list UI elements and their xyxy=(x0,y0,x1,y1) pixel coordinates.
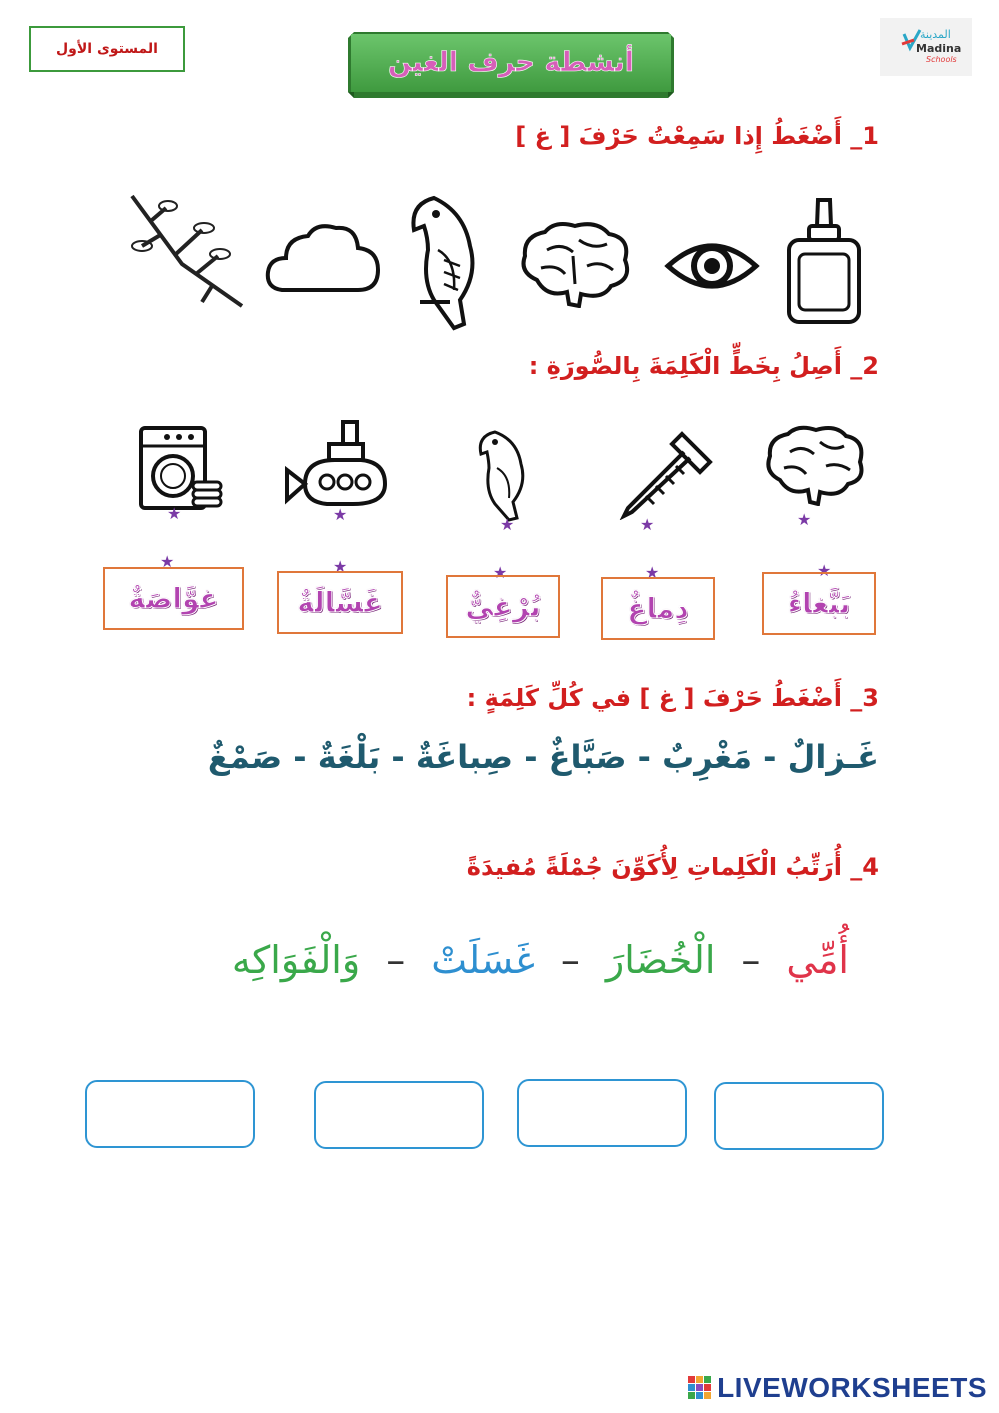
sentence-word[interactable]: الْخُضَارَ xyxy=(605,938,716,982)
word-separator: – xyxy=(386,938,406,982)
picture-dot[interactable]: ★ xyxy=(167,504,182,523)
parrot-picture-q2 xyxy=(473,426,537,524)
question4-label: 4_ أُرَتِّبُ الْكَلِماتِ لِأُكَوِّنَ جُمْلَةً مُفيدَةً xyxy=(466,853,879,881)
level-label: المستوى الأول xyxy=(29,26,185,72)
picture-dot[interactable]: ★ xyxy=(333,505,348,524)
eye-picture[interactable] xyxy=(664,236,760,296)
branch-picture[interactable] xyxy=(122,190,246,316)
word-box-burghi: بُرْغِيٌّ xyxy=(446,575,560,638)
word-box-dimagh: دِماغٌ xyxy=(601,577,715,640)
sentence-word[interactable]: غَسَلَتْ xyxy=(431,938,535,982)
submarine-picture xyxy=(283,418,387,508)
logo-arabic: المدينة xyxy=(920,28,951,41)
word-dot[interactable]: ★ xyxy=(645,563,660,582)
parrot-picture[interactable] xyxy=(404,190,494,334)
school-logo xyxy=(880,18,972,76)
word-box-ghawwasa: غوَّاصَةٌ xyxy=(103,567,244,630)
question3-words[interactable]: غَـزالٌ - مَغْرِبٌ - صَبَّاغٌ - صِباغَةٌ - بَلْغَةٌ - صَمْغٌ xyxy=(207,738,879,776)
liveworksheets-brand xyxy=(687,1372,987,1404)
screw-picture xyxy=(618,428,716,520)
sentence-word[interactable]: وَالْفَوَاكِه xyxy=(231,938,361,982)
washing-machine-picture xyxy=(137,424,225,512)
word-dot[interactable]: ★ xyxy=(160,552,175,571)
picture-dot[interactable]: ★ xyxy=(640,515,655,534)
picture-dot[interactable]: ★ xyxy=(797,510,812,529)
word-dot[interactable]: ★ xyxy=(333,557,348,576)
word-box-babbagha: بَبَّغاءُ xyxy=(762,572,876,635)
question1-label: 1_ أَضْغَطُ إِذا سَمِعْتُ حَرْفَ [ غ ] xyxy=(515,122,879,150)
question3-label: 3_ أَضْغَطُ حَرْفَ [ غ ] في كُلِّ كَلِمَةٍ : xyxy=(466,684,879,712)
brain-picture[interactable] xyxy=(517,220,633,308)
answer-slot-2[interactable] xyxy=(517,1079,687,1147)
question4-words xyxy=(232,938,849,982)
answer-slot-3[interactable] xyxy=(314,1081,484,1149)
word-separator: – xyxy=(741,938,761,982)
sentence-word[interactable]: أُمِّي xyxy=(786,938,849,982)
logo-latin: Madina xyxy=(916,42,962,55)
word-separator: – xyxy=(560,938,580,982)
brand-name: LIVEWORKSHEETS xyxy=(717,1372,987,1403)
liveworksheets-logo-icon xyxy=(687,1375,713,1401)
question2-label: 2_ أَصِلُ بِخَطٍّ الْكَلِمَةَ بِالصُّورَةِ : xyxy=(528,352,879,380)
answer-slot-4[interactable] xyxy=(85,1080,255,1148)
brain-picture-q2 xyxy=(762,424,868,506)
page-title: أنشطة حرف الغين xyxy=(388,46,634,78)
picture-dot[interactable]: ★ xyxy=(500,515,515,534)
word-dot[interactable]: ★ xyxy=(493,563,508,582)
glue-bottle-picture[interactable] xyxy=(785,196,863,326)
word-box-ghassala: غَسَّالَةٌ xyxy=(277,571,403,634)
cloud-picture[interactable] xyxy=(264,220,382,294)
logo-sub: Schools xyxy=(926,55,957,64)
word-dot[interactable]: ★ xyxy=(817,561,832,580)
answer-slot-1[interactable] xyxy=(714,1082,884,1150)
